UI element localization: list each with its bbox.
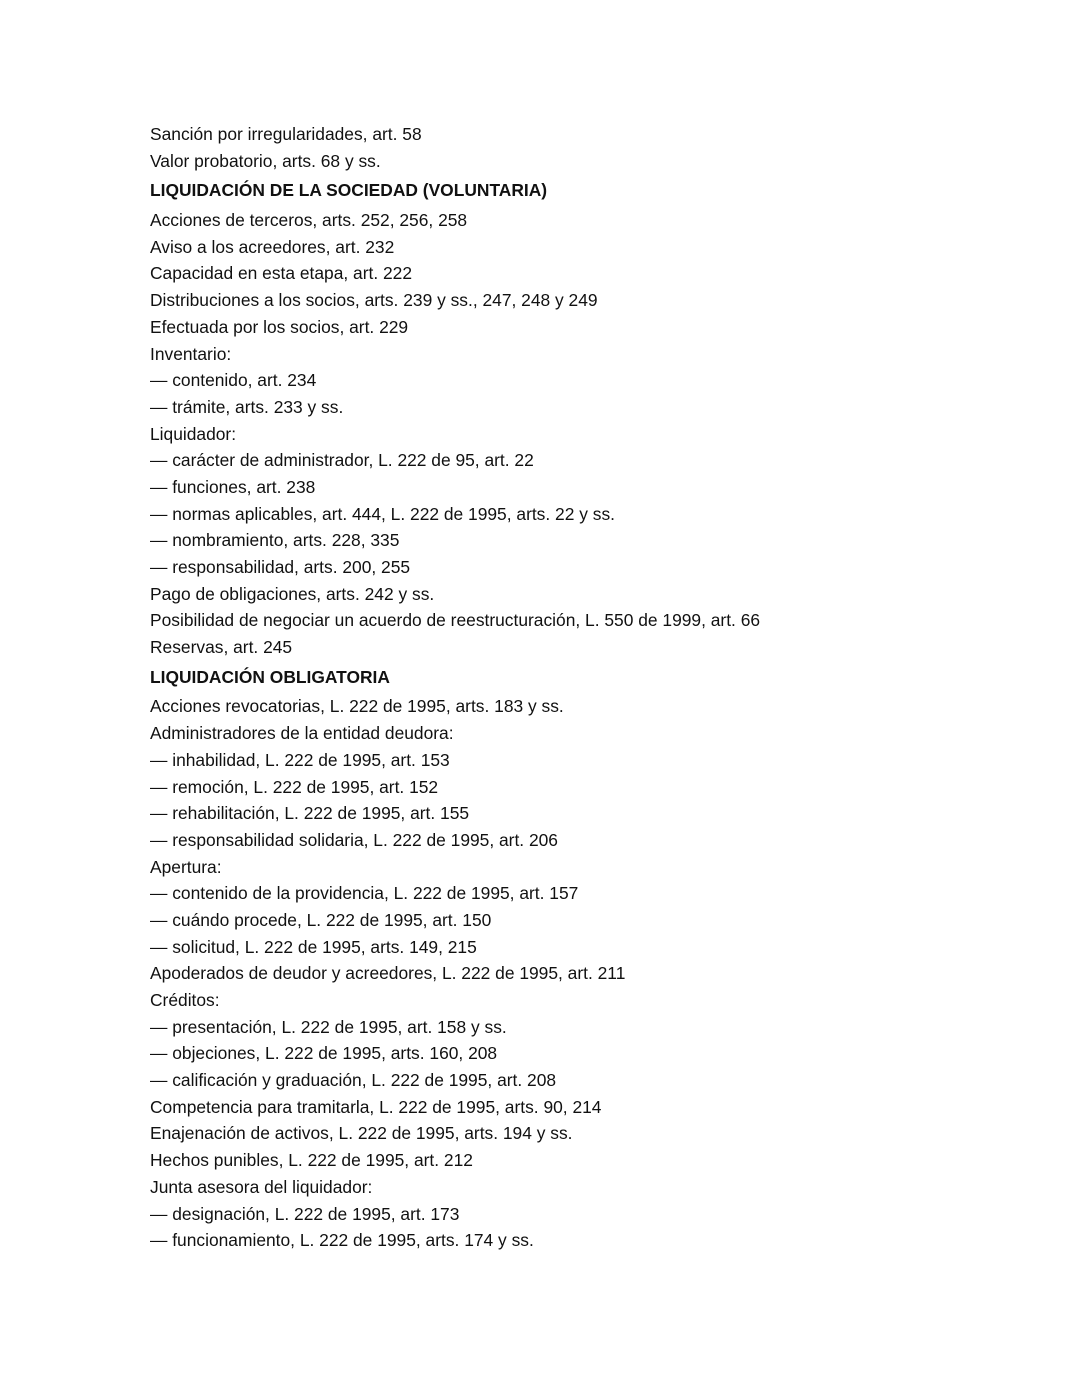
index-subentry: — nombramiento, arts. 228, 335	[150, 530, 400, 551]
index-entry: Aviso a los acreedores, art. 232	[150, 236, 395, 257]
index-subentry: — designación, L. 222 de 1995, art. 173	[150, 1203, 460, 1224]
prelude-entries	[150, 121, 1030, 174]
index-entry: Liquidador:	[150, 423, 237, 444]
index-entry: Apoderados de deudor y acreedores, L. 222 de 1995, art. 211	[150, 963, 626, 984]
section-heading: LIQUIDACIÓN DE LA SOCIEDAD (VOLUNTARIA)	[150, 180, 548, 201]
index-entry: Enajenación de activos, L. 222 de 1995, arts. 194 y ss.	[150, 1123, 573, 1144]
index-entry: Administradores de la entidad deudora:	[150, 723, 454, 744]
index-subentry: — contenido de la providencia, L. 222 de 1995, art. 157	[150, 883, 579, 904]
index-entry: Acciones revocatorias, L. 222 de 1995, arts. 183 y ss.	[150, 696, 564, 717]
index-entry: Apertura:	[150, 856, 222, 877]
section-heading: LIQUIDACIÓN OBLIGATORIA	[150, 666, 390, 687]
index-entry: Pago de obligaciones, arts. 242 y ss.	[150, 583, 435, 604]
index-subentry: — contenido, art. 234	[150, 370, 317, 391]
index-sections	[150, 180, 1030, 1254]
index-entry: Inventario:	[150, 343, 232, 364]
index-entry: Valor probatorio, arts. 68 y ss.	[150, 150, 381, 171]
index-subentry: — remoción, L. 222 de 1995, art. 152	[150, 776, 439, 797]
index-subentry: — carácter de administrador, L. 222 de 95, art. 22	[150, 450, 534, 471]
index-subentry: — solicitud, L. 222 de 1995, arts. 149, 215	[150, 936, 477, 957]
index-subentry: — cuándo procede, L. 222 de 1995, art. 150	[150, 909, 492, 930]
index-subentry: — responsabilidad, arts. 200, 255	[150, 557, 411, 577]
index-subentry: — objeciones, L. 222 de 1995, arts. 160, 208	[150, 1043, 498, 1064]
index-entry: Sanción por irregularidades, art. 58	[150, 124, 422, 144]
index-entry: Créditos:	[150, 990, 220, 1010]
index-entry: Efectuada por los socios, art. 229	[150, 316, 409, 337]
index-subentry: — inhabilidad, L. 222 de 1995, art. 153	[150, 749, 450, 770]
index-subentry: — funcionamiento, L. 222 de 1995, arts. 174 y ss.	[150, 1230, 534, 1251]
index-entry: Posibilidad de negociar un acuerdo de reestructuración, L. 550 de 1999, art. 66	[150, 610, 761, 631]
index-subentry: — presentación, L. 222 de 1995, art. 158 y ss.	[150, 1016, 507, 1037]
index-entry: Distribuciones a los socios, arts. 239 y ss., 247, 248 y 249	[150, 290, 598, 311]
index-subentry: — calificación y graduación, L. 222 de 1995, art. 208	[150, 1070, 557, 1091]
index-entry: Junta asesora del liquidador:	[150, 1176, 373, 1197]
index-entry: Hechos punibles, L. 222 de 1995, art. 212	[150, 1150, 473, 1171]
index-entry: Capacidad en esta etapa, art. 222	[150, 263, 413, 284]
index-page	[150, 121, 1030, 1254]
index-section	[150, 180, 1030, 660]
index-entry: Acciones de terceros, arts. 252, 256, 258	[150, 210, 468, 231]
index-subentry: — responsabilidad solidaria, L. 222 de 1995, art. 206	[150, 829, 558, 850]
index-subentry: — funciones, art. 238	[150, 476, 316, 497]
index-section	[150, 667, 1030, 1254]
index-entry: Reservas, art. 245	[150, 637, 293, 658]
index-entry: Competencia para tramitarla, L. 222 de 1995, arts. 90, 214	[150, 1096, 602, 1117]
index-subentry: — trámite, arts. 233 y ss.	[150, 396, 344, 417]
index-subentry: — normas aplicables, art. 444, L. 222 de 1995, arts. 22 y ss.	[150, 503, 615, 524]
index-subentry: — rehabilitación, L. 222 de 1995, art. 155	[150, 803, 470, 824]
